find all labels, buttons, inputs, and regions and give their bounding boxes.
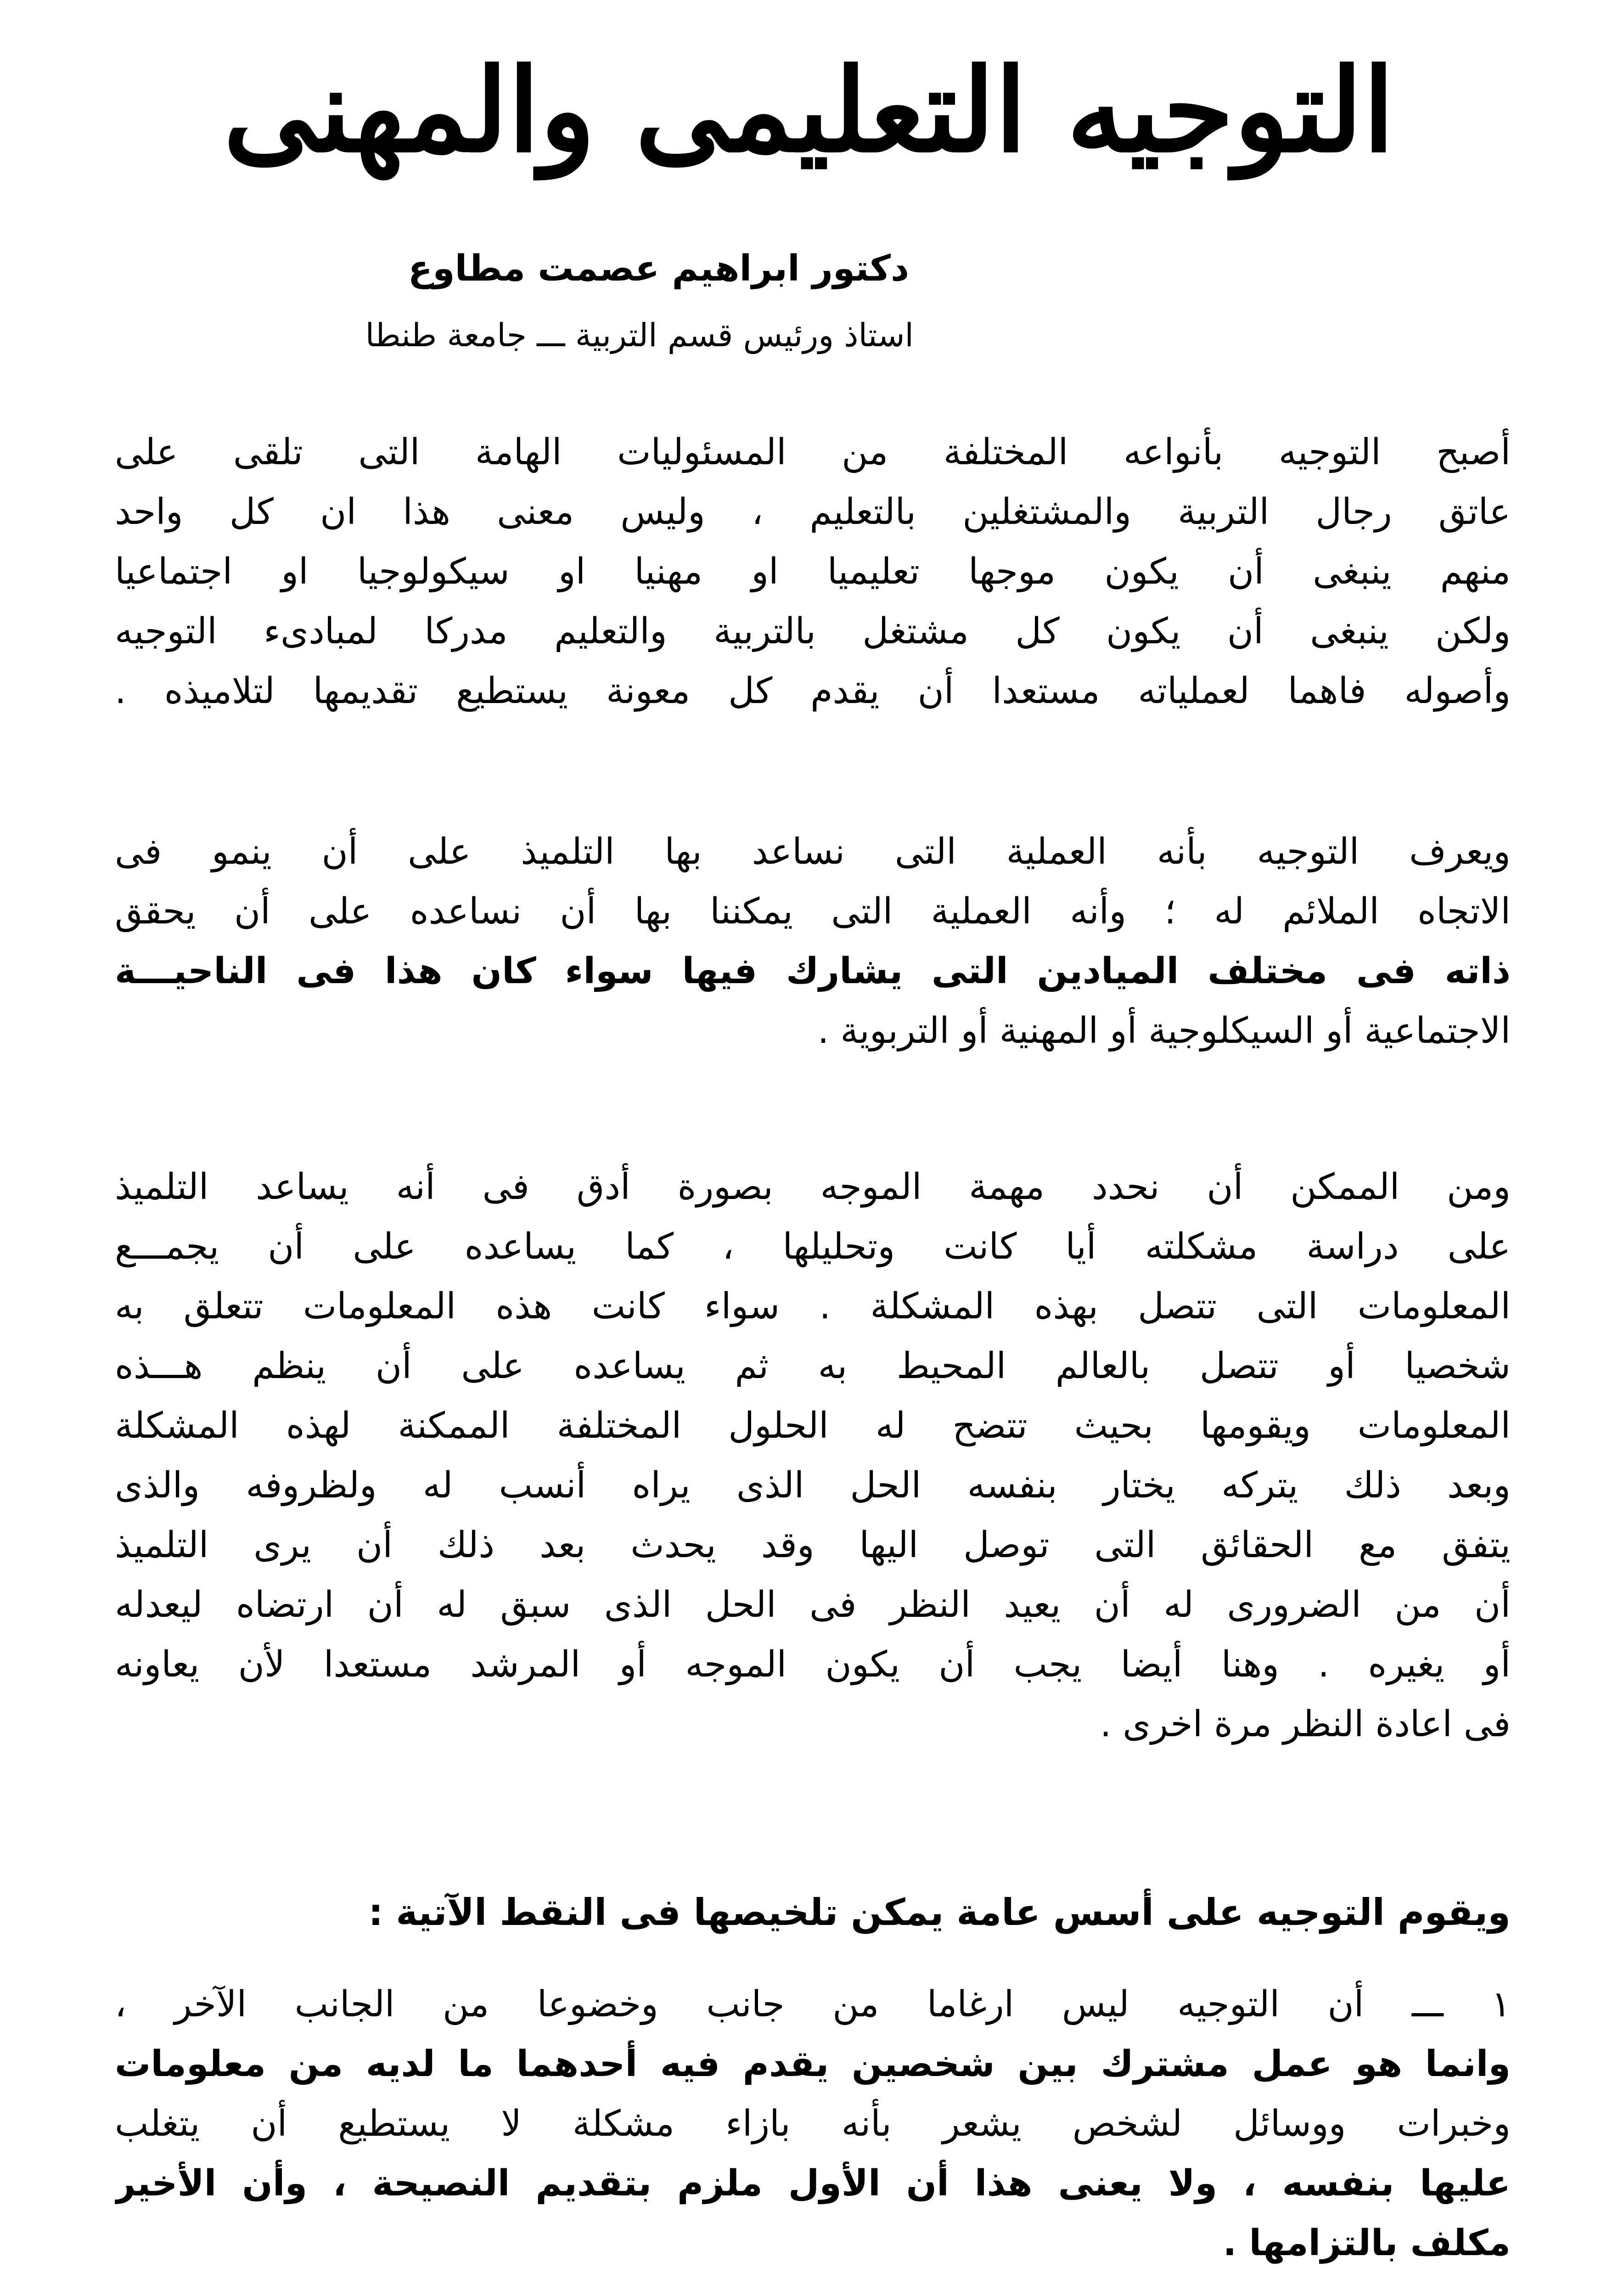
page-title: التوجيه التعليمى والمهنى xyxy=(223,43,1395,178)
text-line: المعلومات التى تتصل بهذه المشكلة . سواء كانت هذه المعلومات تتعلق به xyxy=(115,1286,1511,1327)
text-line: الاتجاه الملائم له ؛ وأنه العملية التى يمكننا بها أن نساعده على أن يحقق xyxy=(115,891,1511,932)
text-line: مكلف بالتزامها . xyxy=(1223,2223,1511,2264)
text-line: وبعد ذلك يتركه يختار بنفسه الحل الذى يراه أنسب له ولظروفه والذى xyxy=(115,1465,1511,1506)
author-name: دكتور ابراهيم عصمت مطاوع xyxy=(408,248,909,289)
text-line: ذاته فى مختلف الميادين التى يشارك فيها سواء كان هذا فى الناحيـــة xyxy=(115,951,1511,992)
text-line: شخصيا أو تتصل بالعالم المحيط به ثم يساعده على أن ينظم هـــذه xyxy=(115,1345,1511,1387)
text-line: ويعرف التوجيه بأنه العملية التى نساعد بها التلميذ على أن ينمو فى xyxy=(115,831,1511,872)
text-line: وخبرات ووسائل لشخص يشعر بأنه بازاء مشكلة لا يستطيع أن يتغلب xyxy=(115,2103,1511,2144)
text-line: منهم ينبغى أن يكون موجها تعليميا او مهنيا او سيكولوجيا او اجتماعيا xyxy=(115,551,1511,592)
text-line: عاتق رجال التربية والمشتغلين بالتعليم ، وليس معنى هذا ان كل واحد xyxy=(115,491,1511,533)
text-line: على دراسة مشكلته أيا كانت وتحليلها ، كما يساعده على أن يجمـــع xyxy=(115,1226,1511,1267)
text-line: أو يغيره . وهنا أيضا يجب أن يكون الموجه أو المرشد مستعدا لأن يعاونه xyxy=(115,1644,1511,1685)
text-line: وأصوله فاهما لعملياته مستعدا أن يقدم كل معونة يستطيع تقديمها لتلاميذه . xyxy=(115,670,1511,712)
paragraph-2 xyxy=(115,822,1511,1061)
text-line: يتفق مع الحقائق التى توصل اليها وقد يحدث بعد ذلك أن يرى التلميذ xyxy=(115,1525,1511,1566)
text-line: أن من الضرورى له أن يعيد النظر فى الحل الذى سبق له أن ارتضاه ليعدله xyxy=(115,1584,1511,1626)
text-line: ولكن ينبغى أن يكون كل مشتغل بالتربية والتعليم مدركا لمبادىء التوجيه xyxy=(115,611,1511,652)
paragraph-1 xyxy=(115,422,1511,721)
section-heading: ويقوم التوجيه على أسس عامة يمكن تلخيصها فى النقط الآتية : xyxy=(368,1891,1511,1934)
author-affiliation: استاذ ورئيس قسم التربية ـــ جامعة طنطا xyxy=(365,316,914,354)
text-line: عليها بنفسه ، ولا يعنى هذا أن الأول ملزم بتقديم النصيحة ، وأن الأخير xyxy=(115,2163,1511,2204)
text-line: وانما هو عمل مشترك بين شخصين يقدم فيه أحدهما ما لديه من معلومات xyxy=(115,2043,1511,2085)
text-line: الاجتماعية أو السيكلوجية أو المهنية أو التربوية . xyxy=(817,1010,1511,1052)
point-1 xyxy=(115,1975,1511,2273)
text-line: أصبح التوجيه بأنواعه المختلفة من المسئوليات الهامة التى تلقى على xyxy=(115,432,1511,473)
text-line: فى اعادة النظر مرة اخرى . xyxy=(1100,1704,1511,1745)
text-line: المعلومات ويقومها بحيث تتضح له الحلول المختلفة الممكنة لهذه المشكلة xyxy=(115,1405,1511,1446)
paragraph-3 xyxy=(115,1157,1511,1754)
text-line: ١ ـــ أن التوجيه ليس ارغاما من جانب وخضوعا من الجانب الآخر ، xyxy=(115,1984,1511,2025)
text-line: ومن الممكن أن نحدد مهمة الموجه بصورة أدق فى أنه يساعد التلميذ xyxy=(115,1166,1511,1208)
